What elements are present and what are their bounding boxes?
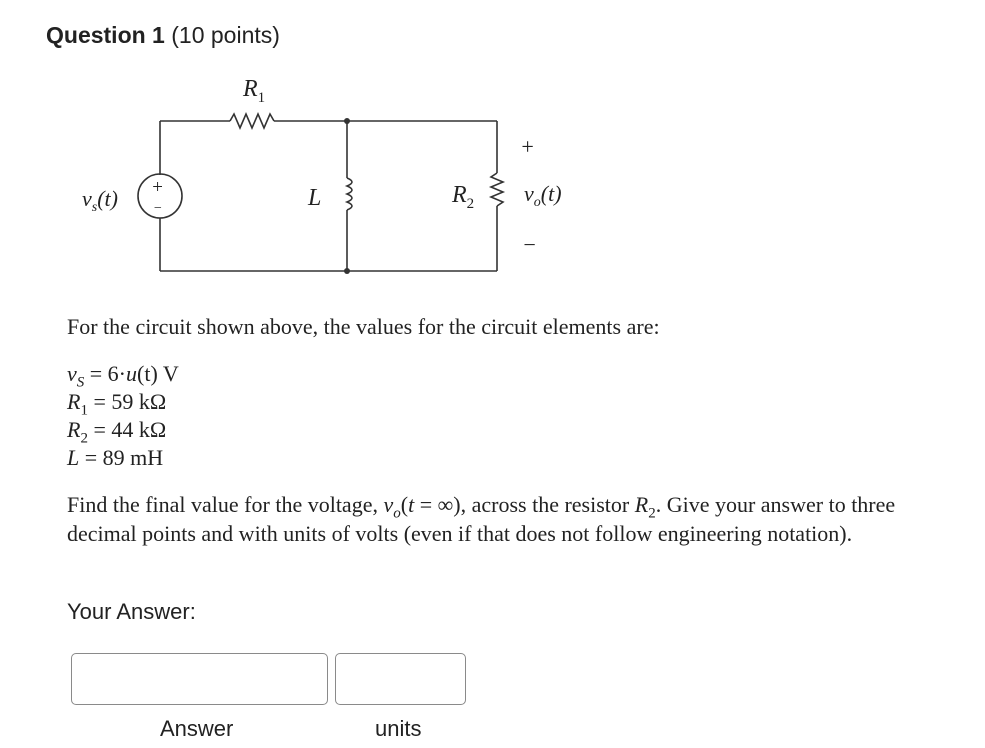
resistor-r2 (491, 173, 503, 206)
answer-field-label: Answer (160, 716, 234, 741)
units-field-label: units (375, 716, 422, 741)
r2-label: $R_2$ (452, 182, 475, 212)
inductor-label: L (308, 185, 322, 211)
vs-label: $v_s(t)$ (82, 186, 118, 215)
question-prompt: Find the final value for the voltage, $v_o(t$ = ∞), across the resistor $R_2$. Give your answer to three decimal points and with units of volts (even if that does not follow engineering notation). (67, 492, 896, 546)
vo-plus: + (520, 134, 535, 159)
value-r2: $R_2 = 44$ kΩ (67, 417, 167, 447)
resistor-r1 (230, 114, 274, 128)
question-number: Question 1 (46, 22, 165, 48)
element-values (67, 360, 179, 472)
node-bottom (344, 268, 350, 274)
your-answer-label: Your Answer: (67, 599, 196, 624)
inductor-l (347, 178, 352, 210)
vo-minus: − (522, 232, 537, 257)
question-points: (10 points) (171, 22, 280, 48)
question-title (46, 22, 280, 49)
circuit-diagram (60, 60, 620, 300)
answer-input[interactable] (71, 653, 328, 705)
units-input[interactable] (335, 653, 466, 705)
node-top (344, 118, 350, 124)
intro-text: For the circuit shown above, the values for the circuit elements are: (67, 314, 660, 339)
source-plus: + (151, 177, 164, 198)
value-l: L = 89 mH (67, 445, 164, 470)
r1-label: $R_1$ (243, 76, 266, 106)
value-r1: $R_1 = 59$ kΩ (67, 389, 167, 419)
vo-label: $v_o(t)$ (524, 181, 562, 210)
source-minus: − (153, 201, 163, 216)
value-vs: $v_S = 6\cdot u(t)$ V (67, 361, 179, 391)
